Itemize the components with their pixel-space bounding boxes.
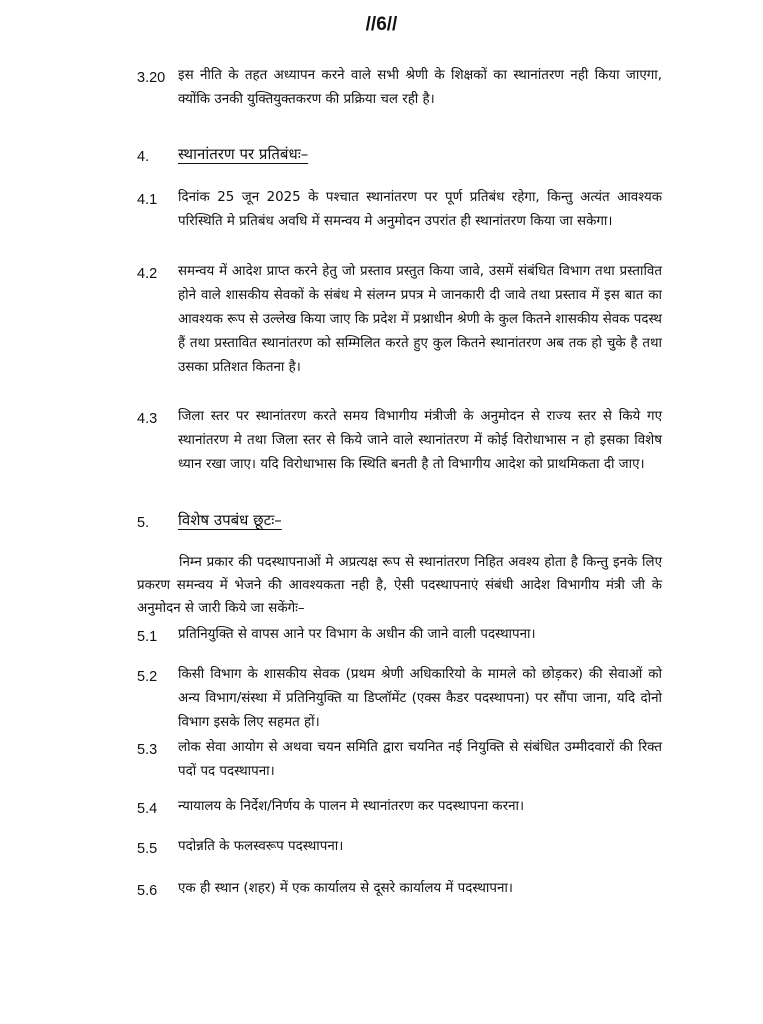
- section-number-5-4: 5.4: [137, 801, 158, 817]
- section-number-5: 5.: [137, 515, 150, 531]
- section-text-3-20: इस नीति के तहत अध्यापन करने वाले सभी श्रेणी के शिक्षकों का स्थानांतरण नही किया जाएगा, क्योंकि उनकी युक्तियुक्तकरण की प्रक्रिया चल रही है।: [178, 68, 662, 107]
- section-number-5-3: 5.3: [137, 742, 158, 758]
- section-text-4-3: जिला स्तर पर स्थानांतरण करते समय विभागीय मंत्रीजी के अनुमोदन से राज्य स्तर से किये गए स्थानांतरण मे तथा जिला स्तर से किये जाने वाले स्थानांतरण में कोई विरोधाभास न हो इसका विशेष ध्यान रखा जाए। यदि विरोधाभास कि स्थिति बनती है तो विभागीय आदेश को प्राथमिकता दी जाए।: [178, 409, 662, 472]
- section-text-5-3: लोक सेवा आयोग से अथवा चयन समिति द्वारा चयनित नई नियुक्ति से संबंधित उम्मीदवारों की रिक्त पदों पद पदस्थापना।: [178, 740, 662, 779]
- section-text-5-6: एक ही स्थान (शहर) में एक कार्यालय से दूसरे कार्यालय में पदस्थापना।: [178, 881, 513, 896]
- section-number-5-5: 5.5: [137, 841, 158, 857]
- section-heading-5: विशेष उपबंध छूटः–: [178, 511, 282, 529]
- section-number-4-3: 4.3: [137, 411, 158, 427]
- section-text-4-1: दिनांक 25 जून 2025 के पश्चात स्थानांतरण पर पूर्ण प्रतिबंध रहेगा, किन्तु अत्यंत आवश्यक परिस्थिति मे प्रतिबंध अवधि में समन्वय मे अनुमोदन उपरांत ही स्थानांतरण किया जा सकेगा।: [178, 190, 662, 229]
- section-number-5-6: 5.6: [137, 883, 158, 899]
- section-number-3-20: 3.20: [137, 70, 166, 86]
- section-text-5-1: प्रतिनियुक्ति से वापस आने पर विभाग के अधीन की जाने वाली पदस्थापना।: [178, 627, 536, 642]
- section-text-5-4: न्यायालय के निर्देश/निर्णय के पालन मे स्थानांतरण कर पदस्थापना करना।: [178, 799, 525, 814]
- section-number-5-1: 5.1: [137, 629, 158, 645]
- section-number-4: 4.: [137, 149, 150, 165]
- section-text-5-2: किसी विभाग के शासकीय सेवक (प्रथम श्रेणी अधिकारियो के मामले को छोड़कर) की सेवाओं को अन्य विभाग/संस्था में प्रतिनियुक्ति या डिप्लॉमेंट (एक्स कैडर पदस्थापना) पर सौंपा जाना, यदि दोनो विभाग इसके लिए सहमत हों।: [178, 667, 662, 730]
- section-number-4-2: 4.2: [137, 266, 158, 282]
- page-number: //6//: [365, 14, 398, 35]
- section-number-4-1: 4.1: [137, 192, 158, 208]
- section-text-5-5: पदोन्नति के फलस्वरूप पदस्थापना।: [178, 839, 344, 854]
- section-heading-4: स्थानांतरण पर प्रतिबंधः–: [178, 145, 309, 163]
- section-intro-5: निम्न प्रकार की पदस्थापनाओं मे अप्रत्यक्ष रूप से स्थानांतरण निहित अवश्य होता है किन्तु इनके लिए प्रकरण समन्वय में भेजने की आवश्यकता नही है, ऐसी पदस्थापनाएं संबंधी आदेश विभागीय मंत्री जी के अनुमोदन से जारी किये जा सकेंगेः–: [137, 555, 662, 616]
- section-text-4-2: समन्वय में आदेश प्राप्त करने हेतु जो प्रस्ताव प्रस्तुत किया जावे, उसमें संबंधित विभाग तथा प्रस्तावित होने वाले शासकीय सेवकों के संबंध मे संलग्न प्रपत्र मे जानकारी दी जावे तथा प्रस्ताव में इस बात का आवश्यक रूप से उल्लेख किया जाए कि प्रदेश में प्रश्नाधीन श्रेणी के कुल कितने शासकीय सेवक पदस्थ हैं तथा प्रस्तावित स्थानांतरण को सम्मिलित करते हुए कुल कितने स्थानांतरण अब तक हो चुके है तथा उसका प्रतिशत कितना है।: [178, 264, 662, 375]
- section-number-5-2: 5.2: [137, 669, 158, 685]
